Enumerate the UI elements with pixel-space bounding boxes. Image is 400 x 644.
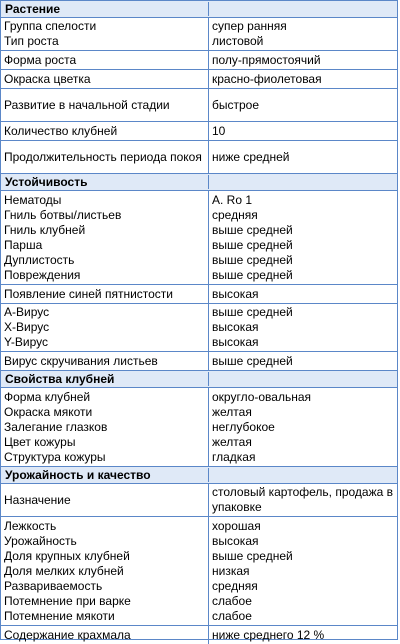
property-name: Залегание глазков (4, 419, 108, 434)
property-name-cell (1, 517, 209, 625)
property-value: быстрое (212, 97, 260, 112)
property-name: Нематоды (4, 192, 62, 207)
table-row (1, 626, 397, 644)
property-name: Форма клубней (4, 389, 91, 404)
property-name: Назначение (4, 492, 71, 507)
property-name: Гниль клубней (4, 222, 86, 237)
table-row (1, 484, 397, 517)
property-value: красно-фиолетовая (212, 71, 322, 86)
section-title: Урожайность и качество (5, 468, 209, 482)
property-value-cell (209, 70, 397, 88)
property-value-cell (209, 304, 397, 351)
property-name-cell (1, 89, 209, 121)
property-value: ниже средней (212, 149, 290, 164)
property-value: средняя (212, 578, 258, 593)
property-value: супер ранняя (212, 19, 287, 33)
property-name: Группа спелости (4, 19, 97, 33)
property-value: A. Ro 1 (212, 192, 253, 207)
table-row (1, 141, 397, 174)
property-name: Появление синей пятнистости (4, 286, 174, 301)
property-value: выше средней (212, 252, 293, 267)
property-value-cell (209, 517, 397, 625)
property-name: Форма роста (4, 52, 77, 67)
property-value: выше средней (212, 222, 293, 237)
property-name-cell (1, 304, 209, 351)
property-value: столовый картофель, продажа в упаковке (212, 485, 393, 514)
section-title: Растение (5, 2, 209, 16)
property-name-cell (1, 122, 209, 140)
section-title: Свойства клубней (5, 372, 209, 386)
property-name: Парша (4, 237, 43, 252)
property-name: Тип роста (4, 34, 59, 48)
property-name: Вирус скручивания листьев (4, 353, 158, 368)
property-name: Развариваемость (4, 578, 103, 593)
property-value-cell (209, 122, 397, 140)
property-value: слабое (212, 608, 252, 623)
property-name-cell (1, 285, 209, 303)
property-value: средняя (212, 207, 258, 222)
property-value: хорошая (212, 518, 261, 533)
property-name-cell (1, 352, 209, 370)
table-row (1, 51, 397, 70)
property-name-cell (1, 51, 209, 69)
property-name-cell (1, 191, 209, 284)
property-name: Дуплистость (4, 252, 75, 267)
section-header (1, 371, 397, 388)
section-title: Устойчивость (5, 175, 209, 189)
property-value: выше средней (212, 548, 293, 563)
property-value: неглубокое (212, 419, 275, 434)
property-value: высокая (212, 533, 259, 548)
property-value-cell (209, 51, 397, 69)
property-value-cell (209, 141, 397, 173)
section-header (1, 467, 397, 484)
property-name: Потемнение мякоти (4, 608, 115, 623)
property-name-cell (1, 70, 209, 88)
property-name-cell (1, 18, 209, 50)
property-name: Лежкость (4, 518, 57, 533)
table-row (1, 89, 397, 122)
section-header (1, 174, 397, 191)
property-name: Гниль ботвы/листьев (4, 207, 122, 222)
property-value-cell (209, 89, 397, 121)
property-value: округло-овальная (212, 389, 312, 404)
property-value: выше средней (212, 237, 293, 252)
property-name: Окраска мякоти (4, 404, 93, 419)
table-row (1, 304, 397, 352)
table-row (1, 70, 397, 89)
table-row (1, 18, 397, 51)
table-row (1, 122, 397, 141)
table-row (1, 517, 397, 626)
property-value: листовой (212, 34, 264, 48)
property-value: выше средней (212, 305, 293, 319)
property-value: ниже среднего 12 % (212, 627, 325, 642)
table-row (1, 191, 397, 285)
property-name: Количество клубней (4, 123, 118, 138)
table-row (1, 388, 397, 467)
property-value-cell (209, 191, 397, 284)
property-name: Х-Вирус (4, 320, 50, 334)
property-name: Структура кожуры (4, 449, 106, 464)
property-value: полу-прямостоячий (212, 52, 321, 67)
property-value-cell (209, 626, 397, 644)
property-name: Окраска цветка (4, 71, 91, 86)
table-row (1, 352, 397, 371)
property-name: Повреждения (4, 267, 81, 282)
property-value: выше средней (212, 353, 293, 368)
property-name: Развитие в начальной стадии (4, 97, 170, 112)
property-name: А-Вирус (4, 305, 50, 319)
property-name-cell (1, 141, 209, 173)
property-name: Урожайность (4, 533, 77, 548)
property-value: желтая (212, 434, 252, 449)
property-value: высокая (212, 320, 259, 334)
property-name-cell (1, 388, 209, 466)
property-name: Содержание крахмала (4, 627, 131, 642)
property-value: низкая (212, 563, 250, 578)
property-value: 10 (212, 123, 226, 138)
property-value: высокая (212, 286, 259, 301)
property-value-cell (209, 352, 397, 370)
property-name: Y-Вирус (4, 335, 49, 349)
section-header (1, 1, 397, 18)
property-name: Доля мелких клубней (4, 563, 124, 578)
property-value-cell (209, 388, 397, 466)
property-value-cell (209, 18, 397, 50)
property-name-cell (1, 626, 209, 644)
property-name: Доля крупных клубней (4, 548, 130, 563)
property-value: выше средней (212, 267, 293, 282)
property-value-cell (209, 484, 397, 516)
property-name: Продолжительность периода покоя (4, 149, 202, 164)
property-name: Потемнение при варке (4, 593, 131, 608)
property-value: желтая (212, 404, 252, 419)
property-value: гладкая (212, 449, 256, 464)
table-row (1, 285, 397, 304)
property-value-cell (209, 285, 397, 303)
property-name-cell (1, 484, 209, 516)
property-name: Цвет кожуры (4, 434, 76, 449)
property-value: высокая (212, 335, 259, 349)
property-value: слабое (212, 593, 252, 608)
